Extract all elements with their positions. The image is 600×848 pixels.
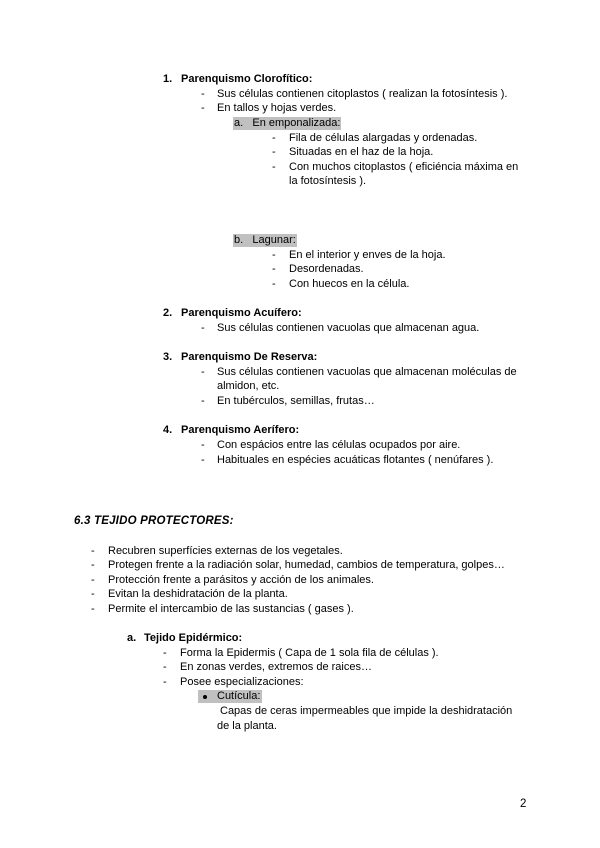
dash: - bbox=[201, 88, 205, 100]
list-number: 1. bbox=[163, 73, 173, 85]
heading: Parenquismo Acuífero: bbox=[181, 307, 302, 319]
sub-label: En emponalizada: bbox=[252, 117, 341, 129]
dash: - bbox=[201, 366, 205, 378]
list-item: Situadas en el haz de la hoja. bbox=[289, 146, 434, 158]
heading: Parenquismo Aerífero: bbox=[181, 424, 300, 436]
bullet-label: Cutícula: bbox=[217, 690, 261, 702]
list-number: 4. bbox=[163, 424, 173, 436]
list-item: En tallos y hojas verdes. bbox=[217, 102, 337, 114]
dash: - bbox=[272, 161, 276, 173]
list-item-cont: almidon, etc. bbox=[217, 380, 280, 392]
list-item: En tubérculos, semillas, frutas… bbox=[217, 395, 375, 407]
dash: - bbox=[91, 603, 95, 615]
sub-label: Lagunar: bbox=[252, 234, 296, 246]
list-item: Protegen frente a la radiación solar, humedad, cambios de temperatura, golpes… bbox=[108, 559, 505, 571]
bullet-dot-icon bbox=[203, 695, 207, 699]
dash: - bbox=[272, 146, 276, 158]
list-item: Forma la Epidermis ( Capa de 1 sola fila de células ). bbox=[180, 647, 439, 659]
dash: - bbox=[91, 574, 95, 586]
heading: Parenquismo De Reserva: bbox=[181, 351, 318, 363]
list-item: Fila de células alargadas y ordenadas. bbox=[289, 132, 478, 144]
dash: - bbox=[201, 454, 205, 466]
dash: - bbox=[272, 249, 276, 261]
dash: - bbox=[163, 647, 167, 659]
dash: - bbox=[272, 278, 276, 290]
list-item: Sus células contienen vacuolas que almacenan moléculas de bbox=[217, 366, 517, 378]
list-item: Sus células contienen citoplastos ( realizan la fotosíntesis ). bbox=[217, 88, 508, 100]
list-item: En zonas verdes, extremos de raices… bbox=[180, 661, 372, 673]
list-item: Sus células contienen vacuolas que almacenan agua. bbox=[217, 322, 480, 334]
dash: - bbox=[91, 559, 95, 571]
list-number: 3. bbox=[163, 351, 173, 363]
list-item: En el interior y enves de la hoja. bbox=[289, 249, 446, 261]
dash: - bbox=[201, 102, 205, 114]
dash: - bbox=[201, 322, 205, 334]
dash: - bbox=[163, 676, 167, 688]
list-item: Desordenadas. bbox=[289, 263, 364, 275]
list-item: Protección frente a parásitos y acción de los animales. bbox=[108, 574, 374, 586]
dash: - bbox=[201, 439, 205, 451]
bullet-desc: Capas de ceras impermeables que impide la deshidratación bbox=[220, 705, 513, 717]
section-title: 6.3 TEJIDO PROTECTORES: bbox=[74, 515, 234, 527]
subheading-highlight bbox=[233, 234, 297, 247]
dash: - bbox=[163, 661, 167, 673]
bullet-desc: de la planta. bbox=[217, 720, 277, 732]
list-number: 2. bbox=[163, 307, 173, 319]
list-item: Permite el intercambio de las sustancias ( gases ). bbox=[108, 603, 354, 615]
dash: - bbox=[201, 395, 205, 407]
subheading-highlight bbox=[233, 117, 341, 130]
sub-letter: a. bbox=[234, 117, 244, 129]
list-item: Recubren superfícies externas de los vegetales. bbox=[108, 545, 343, 557]
list-letter: a. bbox=[127, 632, 137, 644]
list-item: Habituales en espécies acuáticas flotantes ( nenúfares ). bbox=[217, 454, 494, 466]
list-item-cont: la fotosíntesis ). bbox=[289, 175, 367, 187]
heading: Parenquismo Clorofítico: bbox=[181, 73, 313, 85]
sub-letter: b. bbox=[234, 234, 244, 246]
list-item: Con espácios entre las células ocupados por aire. bbox=[217, 439, 461, 451]
list-item: Con muchos citoplastos ( eficiéncia máxima en bbox=[289, 161, 519, 173]
dash: - bbox=[91, 545, 95, 557]
dash: - bbox=[91, 588, 95, 600]
dash: - bbox=[272, 263, 276, 275]
list-item: Posee especializaciones: bbox=[180, 676, 304, 688]
page-number: 2 bbox=[520, 798, 527, 810]
dash: - bbox=[272, 132, 276, 144]
list-item: Evitan la deshidratación de la planta. bbox=[108, 588, 288, 600]
heading: Tejido Epidérmico: bbox=[144, 632, 243, 644]
list-item: Con huecos en la célula. bbox=[289, 278, 410, 290]
